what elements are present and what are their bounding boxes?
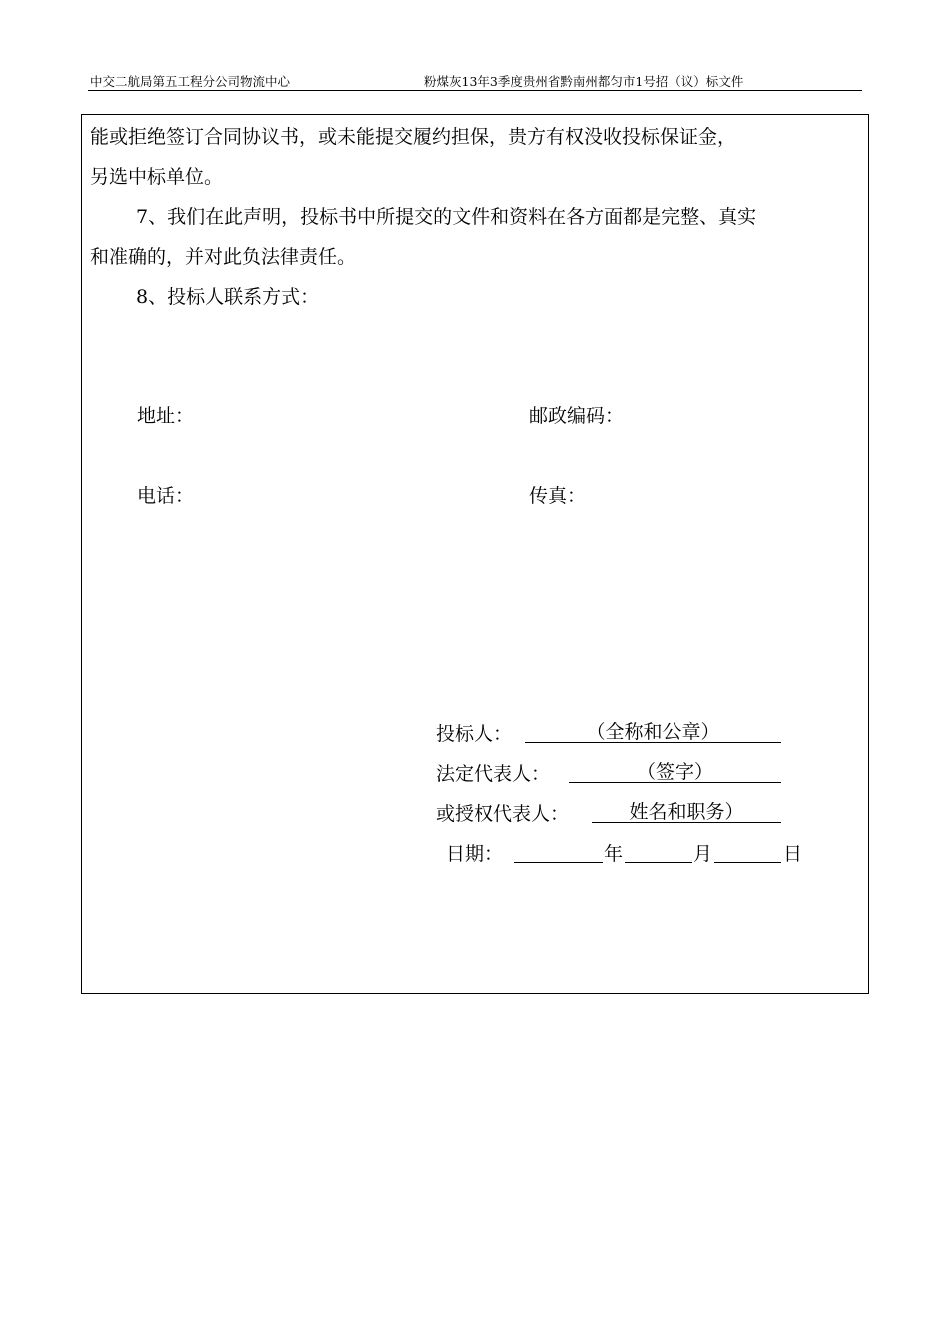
- body-line-5: 8、投标人联系方式：: [136, 286, 320, 308]
- date-day-label: 日: [783, 843, 803, 865]
- body-line-4: 和准确的，并对此负法律责任。: [90, 246, 357, 268]
- page-header: [88, 70, 862, 91]
- body-line-2: 另选中标单位。: [90, 166, 224, 188]
- date-year-label: 年: [604, 843, 624, 865]
- legal-rep-hint: （签字）: [636, 761, 713, 783]
- bidder-label: 投标人：: [436, 723, 513, 745]
- date-year-field[interactable]: [514, 843, 603, 863]
- date-label: 日期：: [446, 843, 504, 865]
- header-company: 中交二航局第五工程分公司物流中心: [90, 74, 291, 89]
- authorized-rep-signature-line[interactable]: [592, 803, 781, 823]
- authorized-rep-hint: 姓名和职务）: [629, 801, 744, 823]
- bidder-hint: （全称和公章）: [586, 721, 720, 743]
- postcode-label: 邮政编码：: [529, 405, 625, 427]
- date-month-label: 月: [693, 843, 713, 865]
- address-label: 地址：: [137, 405, 195, 427]
- body-line-1: 能或拒绝签订合同协议书，或未能提交履约担保，贵方有权没收投标保证金，: [90, 126, 737, 148]
- body-line-3: 7、我们在此声明，投标书中所提交的文件和资料在各方面都是完整、真实: [136, 206, 757, 228]
- header-document-title: 粉煤灰13年3季度贵州省黔南州都匀市1号招（议）标文件: [424, 74, 744, 89]
- date-month-field[interactable]: [625, 843, 692, 863]
- document-frame: [81, 114, 869, 994]
- legal-rep-signature-line[interactable]: [569, 763, 781, 783]
- fax-label: 传真：: [529, 485, 587, 507]
- authorized-rep-label: 或授权代表人：: [436, 803, 570, 825]
- phone-label: 电话：: [137, 485, 195, 507]
- date-day-field[interactable]: [714, 843, 781, 863]
- legal-rep-label: 法定代表人：: [436, 763, 551, 785]
- bidder-signature-line[interactable]: [525, 723, 781, 743]
